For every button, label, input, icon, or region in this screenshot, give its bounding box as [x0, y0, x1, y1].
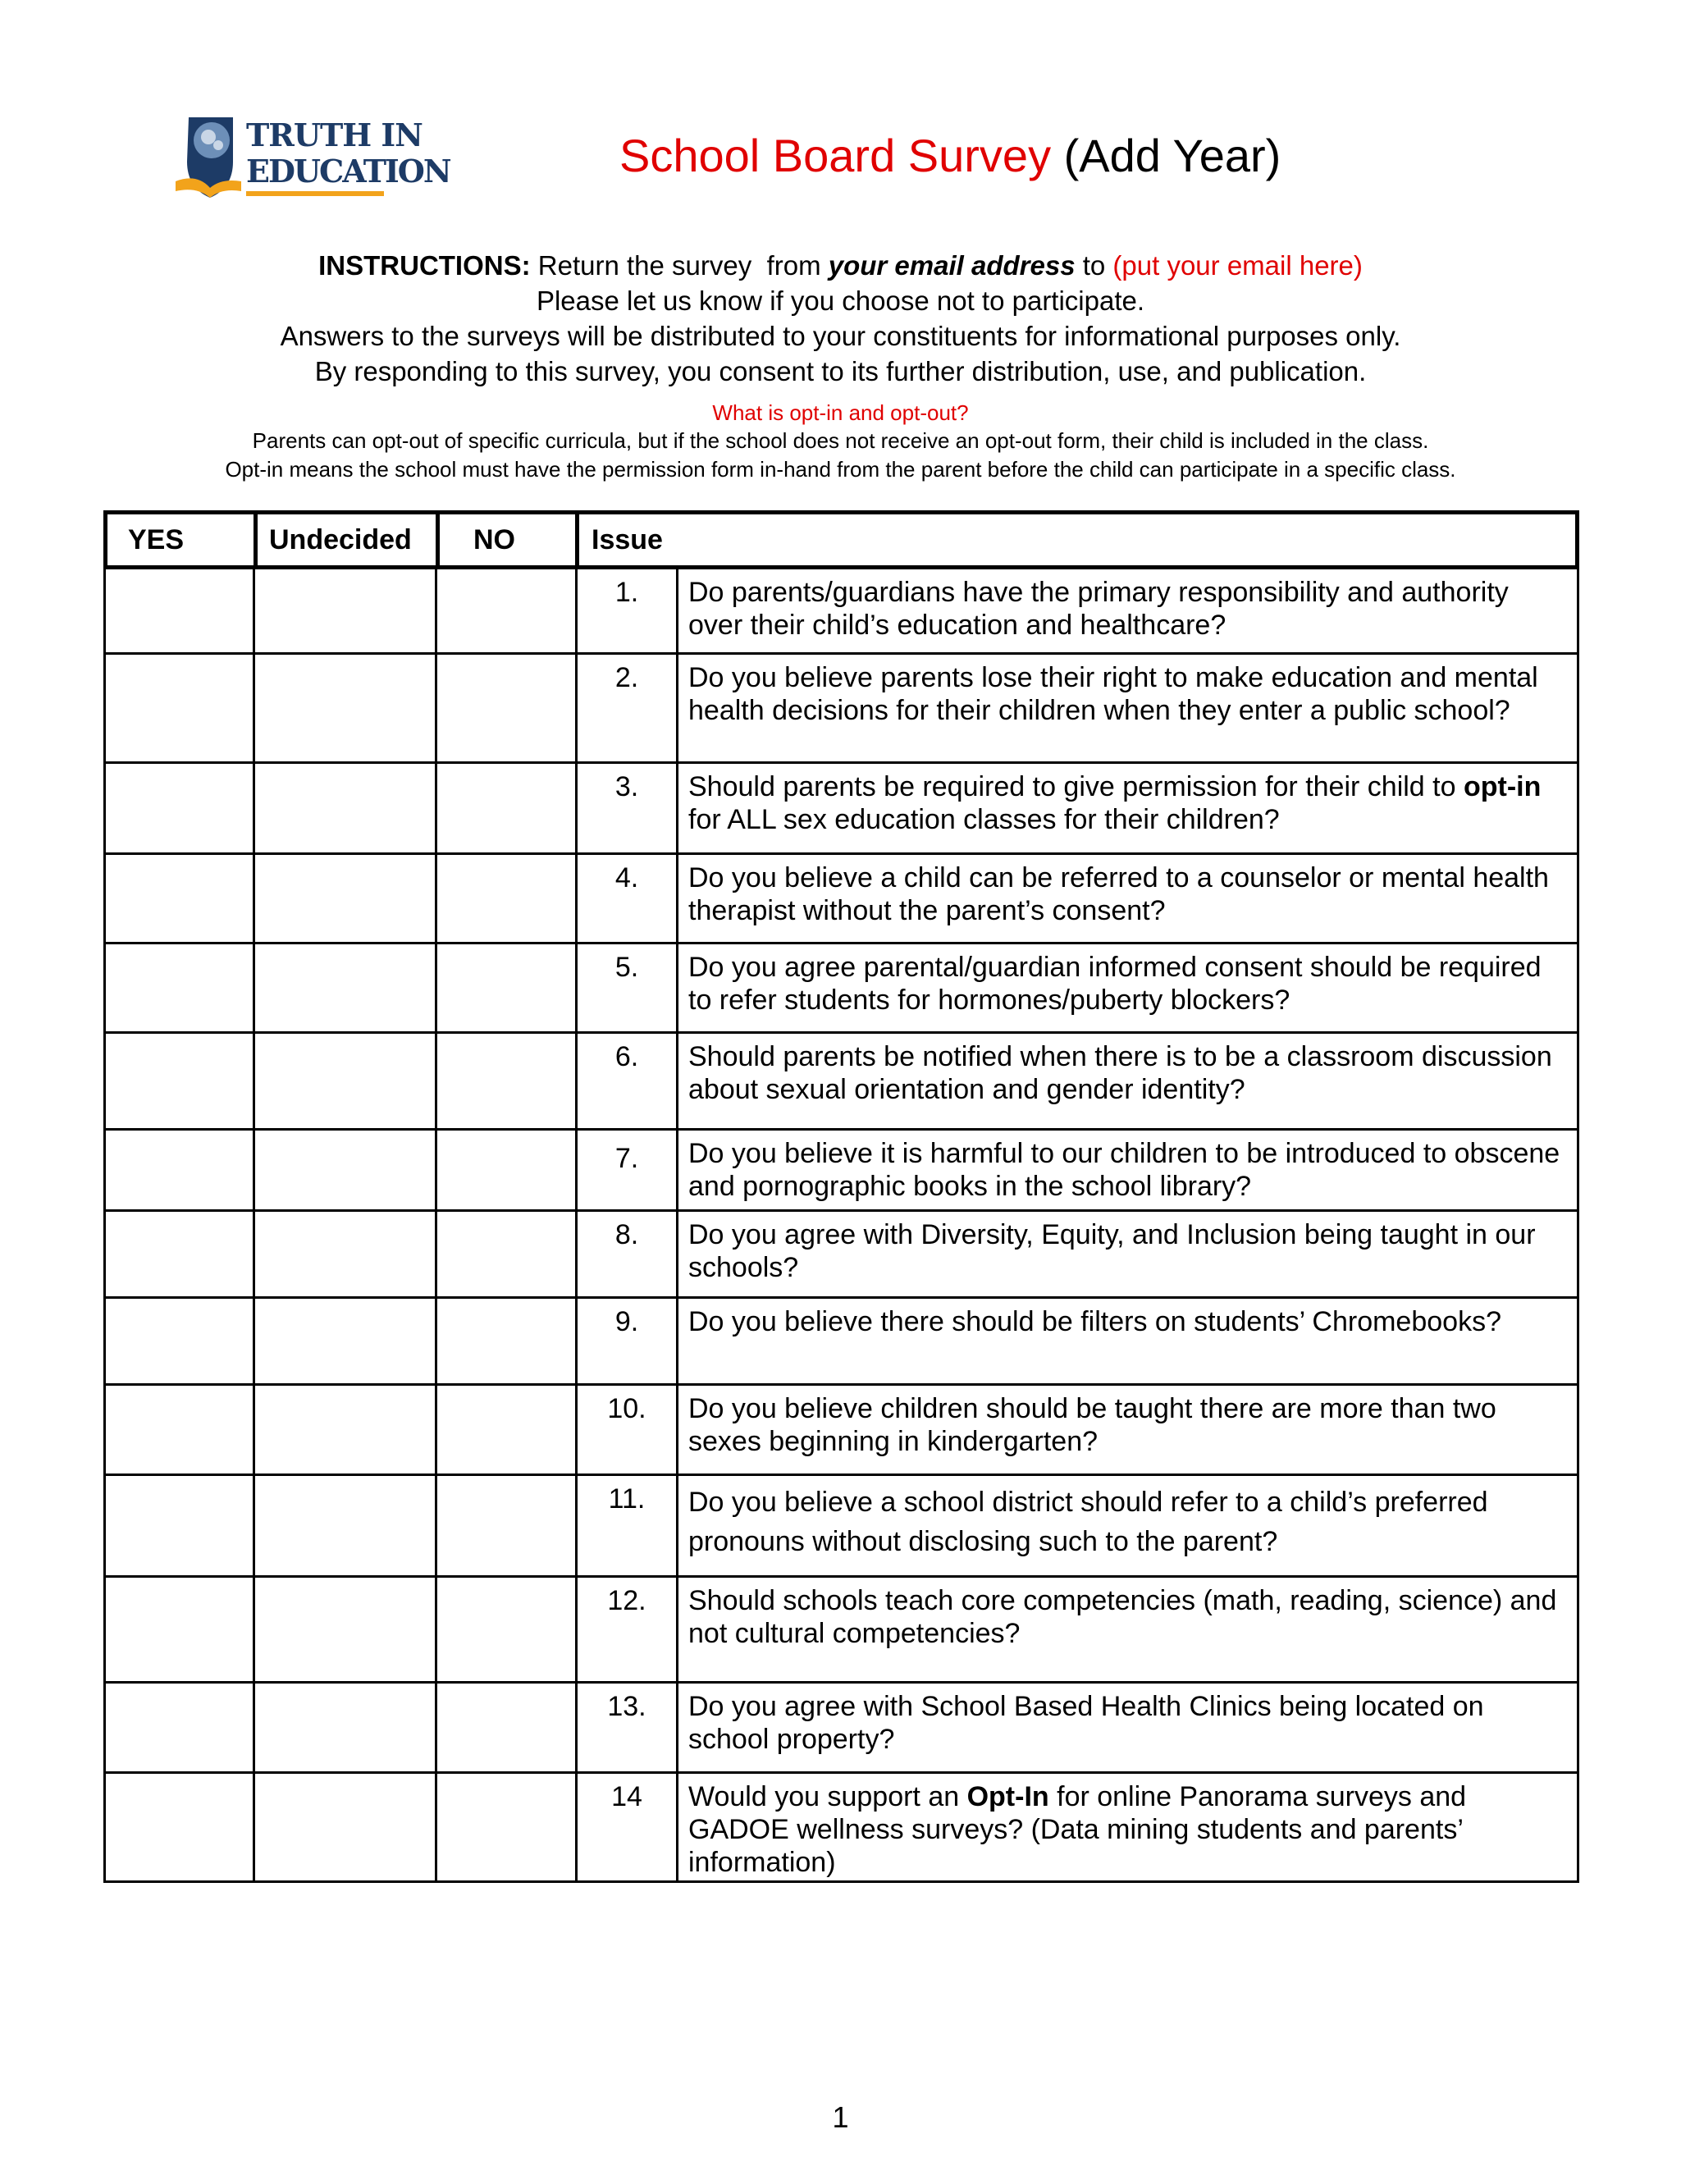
table-row — [106, 1681, 1577, 1771]
question-text: Do you believe parents lose their right to make education and mental health decisions for their children when they enter a public school? — [688, 662, 1538, 726]
instructions-line-4: By responding to this survey, you consent to its further distribution, use, and publication. — [314, 356, 1367, 386]
header-no: NO — [473, 524, 515, 555]
question-text — [688, 1780, 1566, 1879]
question-text-part: Would you support an — [688, 1781, 967, 1812]
optin-description — [0, 427, 1681, 484]
instructions-email-emphasis: your email address — [828, 250, 1076, 281]
optin-line-1: Parents can opt-out of specific curricula, but if the school does not receive an opt-out form, their child is included in the class. — [252, 428, 1429, 453]
instructions-label: INSTRUCTIONS: — [318, 250, 531, 281]
question-number: 7. — [614, 1143, 639, 1174]
question-number: 9. — [614, 1306, 639, 1337]
logo-line-2: EDUCATION — [246, 153, 450, 190]
instructions-email-placeholder: (put your email here) — [1112, 250, 1363, 281]
optin-question: What is opt-in and opt-out? — [712, 400, 969, 425]
table-row — [106, 1771, 1577, 1880]
question-text: Should parents be notified when there is to be a classroom discussion about sexual orientation and gender identity? — [688, 1041, 1552, 1105]
question-text-bold: opt-in — [1463, 771, 1542, 802]
instructions-line-2: Please let us know if you choose not to participate. — [536, 286, 1145, 316]
instructions-text-a: Return the survey from — [530, 250, 829, 281]
question-text: Do you agree with Diversity, Equity, and Inclusion being taught in our schools? — [688, 1219, 1536, 1283]
table-row — [106, 569, 1577, 652]
question-number: 2. — [614, 662, 639, 693]
header-yes: YES — [128, 524, 185, 555]
header-divider — [575, 514, 579, 565]
question-text: Do you believe there should be filters on students’ Chromebooks? — [688, 1306, 1501, 1337]
logo-line-1: TRUTH IN — [246, 117, 423, 153]
title-main: School Board Survey — [619, 130, 1052, 181]
question-text-part: for ALL sex education classes for their children? — [688, 804, 1280, 835]
head-silhouette-icon — [172, 112, 243, 201]
instructions-block — [0, 248, 1681, 389]
header-undecided: Undecided — [269, 524, 412, 555]
question-text: Do you believe it is harmful to our children to be introduced to obscene and pornographic books in the school library? — [688, 1138, 1560, 1202]
question-number: 11. — [608, 1483, 646, 1515]
page-number: 1 — [832, 2100, 849, 2134]
table-row — [106, 1575, 1577, 1681]
question-number: 5. — [614, 952, 639, 983]
table-row — [106, 852, 1577, 942]
table-row — [106, 1383, 1577, 1474]
logo-underline — [246, 191, 384, 196]
question-text-part: for online Panorama surveys and GADOE wellness surveys? (Data mining students and parents’ information) — [688, 1781, 1467, 1878]
question-text: Do you agree parental/guardian informed consent should be required to refer students for hormones/puberty blockers? — [688, 952, 1542, 1016]
table-body — [103, 569, 1579, 1883]
header-divider — [254, 514, 258, 565]
question-number: 6. — [614, 1041, 639, 1072]
table-row — [106, 1031, 1577, 1128]
question-text-bold: Opt-In — [966, 1781, 1049, 1812]
question-number: 8. — [614, 1219, 639, 1250]
question-number: 13. — [607, 1691, 646, 1722]
table-row — [106, 1128, 1577, 1209]
question-number: 14 — [611, 1781, 642, 1812]
table-row — [106, 1296, 1577, 1383]
table-row — [106, 1474, 1577, 1575]
table-header — [103, 510, 1579, 569]
table-row — [106, 942, 1577, 1031]
truth-in-education-logo — [172, 112, 450, 203]
table-row — [106, 1209, 1577, 1296]
question-text — [688, 770, 1566, 836]
question-number: 1. — [614, 577, 639, 608]
optin-line-2: Opt-in means the school must have the permission form in-hand from the parent before the child can participate in a specific class. — [225, 457, 1456, 482]
question-number: 4. — [614, 862, 639, 893]
question-text: Do you agree with School Based Health Clinics being located on school property? — [688, 1691, 1484, 1755]
title-suffix: (Add Year) — [1063, 130, 1281, 181]
question-text-part: Should parents be required to give permission for their child to — [688, 771, 1464, 802]
page-title — [619, 127, 1281, 185]
question-number: 12. — [607, 1585, 646, 1616]
instructions-text-c: to — [1075, 250, 1113, 281]
logo-text — [246, 117, 450, 190]
table-row — [106, 761, 1577, 852]
question-number: 10. — [607, 1393, 646, 1424]
header-divider — [436, 514, 440, 565]
question-text: Do you believe children should be taught there are more than two sexes beginning in kindergarten? — [688, 1393, 1496, 1457]
table-row — [106, 652, 1577, 761]
question-text: Do you believe a school district should refer to a child’s preferred pronouns without disclosing such to the parent? — [688, 1487, 1488, 1557]
header-issue: Issue — [592, 524, 663, 555]
instructions-line-3: Answers to the surveys will be distributed to your constituents for informational purposes only. — [280, 321, 1401, 351]
question-text: Should schools teach core competencies (math, reading, science) and not cultural competencies? — [688, 1585, 1557, 1649]
question-number: 3. — [614, 771, 639, 802]
instructions-line-1 — [0, 248, 1681, 283]
survey-table — [103, 510, 1579, 1883]
question-text: Do you believe a child can be referred to a counselor or mental health therapist without the parent’s consent? — [688, 862, 1549, 926]
question-text: Do parents/guardians have the primary responsibility and authority over their child’s education and healthcare? — [688, 577, 1509, 641]
